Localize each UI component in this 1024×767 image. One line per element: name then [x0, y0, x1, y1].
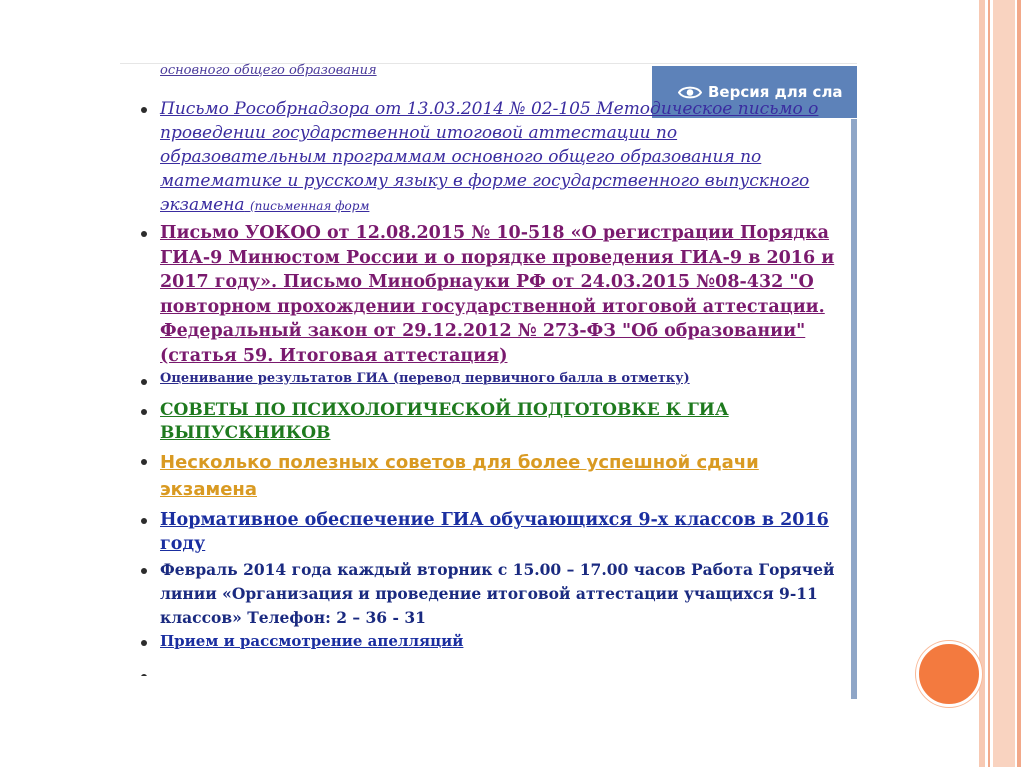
accessibility-version-label: Версия для сла — [708, 83, 843, 101]
document-link[interactable]: Письмо УОКОО от 12.08.2015 № 10-518 «О регистрации Порядка ГИА-9 Минюстом России и о порядке проведения ГИА-9 в 2016 и 2017 году». Письмо Минобрнауки РФ от 24.03.2015 №08-432 "О повторном прохождении государственной итоговой аттестации. Федеральный закон от 29.12.2012 № 273-ФЗ "Об образовании" (статья 59. Итоговая аттестация) — [160, 223, 835, 366]
list-item[interactable] — [138, 369, 838, 388]
document-link[interactable]: СОВЕТЫ ПО ПСИХОЛОГИЧЕСКОЙ ПОДГОТОВКЕ К ГИА ВЫПУСКНИКОВ — [160, 399, 729, 443]
hotline-info: Февраль 2014 года каждый вторник с 15.00 – 17.00 часов Работа Горячей линии «Организация и проведение итоговой аттестации учащихся 9-11 классов» Телефон: 2 – 36 - 31 — [160, 559, 835, 627]
webpage-screenshot — [120, 63, 857, 699]
decor-stripe — [979, 0, 985, 767]
document-link-suffix[interactable]: (письменная форм — [249, 199, 370, 213]
document-link[interactable]: Прием и рассмотрение апелляций — [160, 631, 464, 650]
list-item[interactable] — [138, 508, 838, 556]
list-item[interactable] — [138, 630, 838, 652]
link-fragment[interactable]: основного общего образования — [160, 63, 377, 78]
list-item-cut-off — [138, 664, 838, 676]
list-item[interactable] — [138, 97, 838, 218]
document-link[interactable]: Нормативное обеспечение ГИА обучающихся 9-х классов в 2016 году — [160, 509, 829, 554]
list-item[interactable] — [138, 221, 838, 369]
document-list — [138, 97, 838, 676]
decor-stripe — [988, 0, 990, 767]
list-item — [138, 558, 838, 630]
scrollbar[interactable] — [851, 119, 857, 699]
decor-stripe — [1017, 0, 1021, 767]
document-link[interactable]: Письмо Рособрнадзора от 13.03.2014 № 02-105 Методическое письмо о проведении государственной итоговой аттестации по образовательным программам основного общего образования по математике и русскому языку в форме государственного выпускного экзамена — [160, 99, 819, 215]
decor-circle — [916, 641, 982, 707]
decor-stripe — [993, 0, 1015, 767]
document-link[interactable]: Оценивание результатов ГИА (перевод первичного балла в отметку) — [160, 370, 690, 386]
list-item[interactable] — [138, 399, 838, 445]
list-item[interactable] — [138, 449, 838, 503]
document-link[interactable]: Несколько полезных советов для более успешной сдачи экзамена — [160, 451, 759, 500]
